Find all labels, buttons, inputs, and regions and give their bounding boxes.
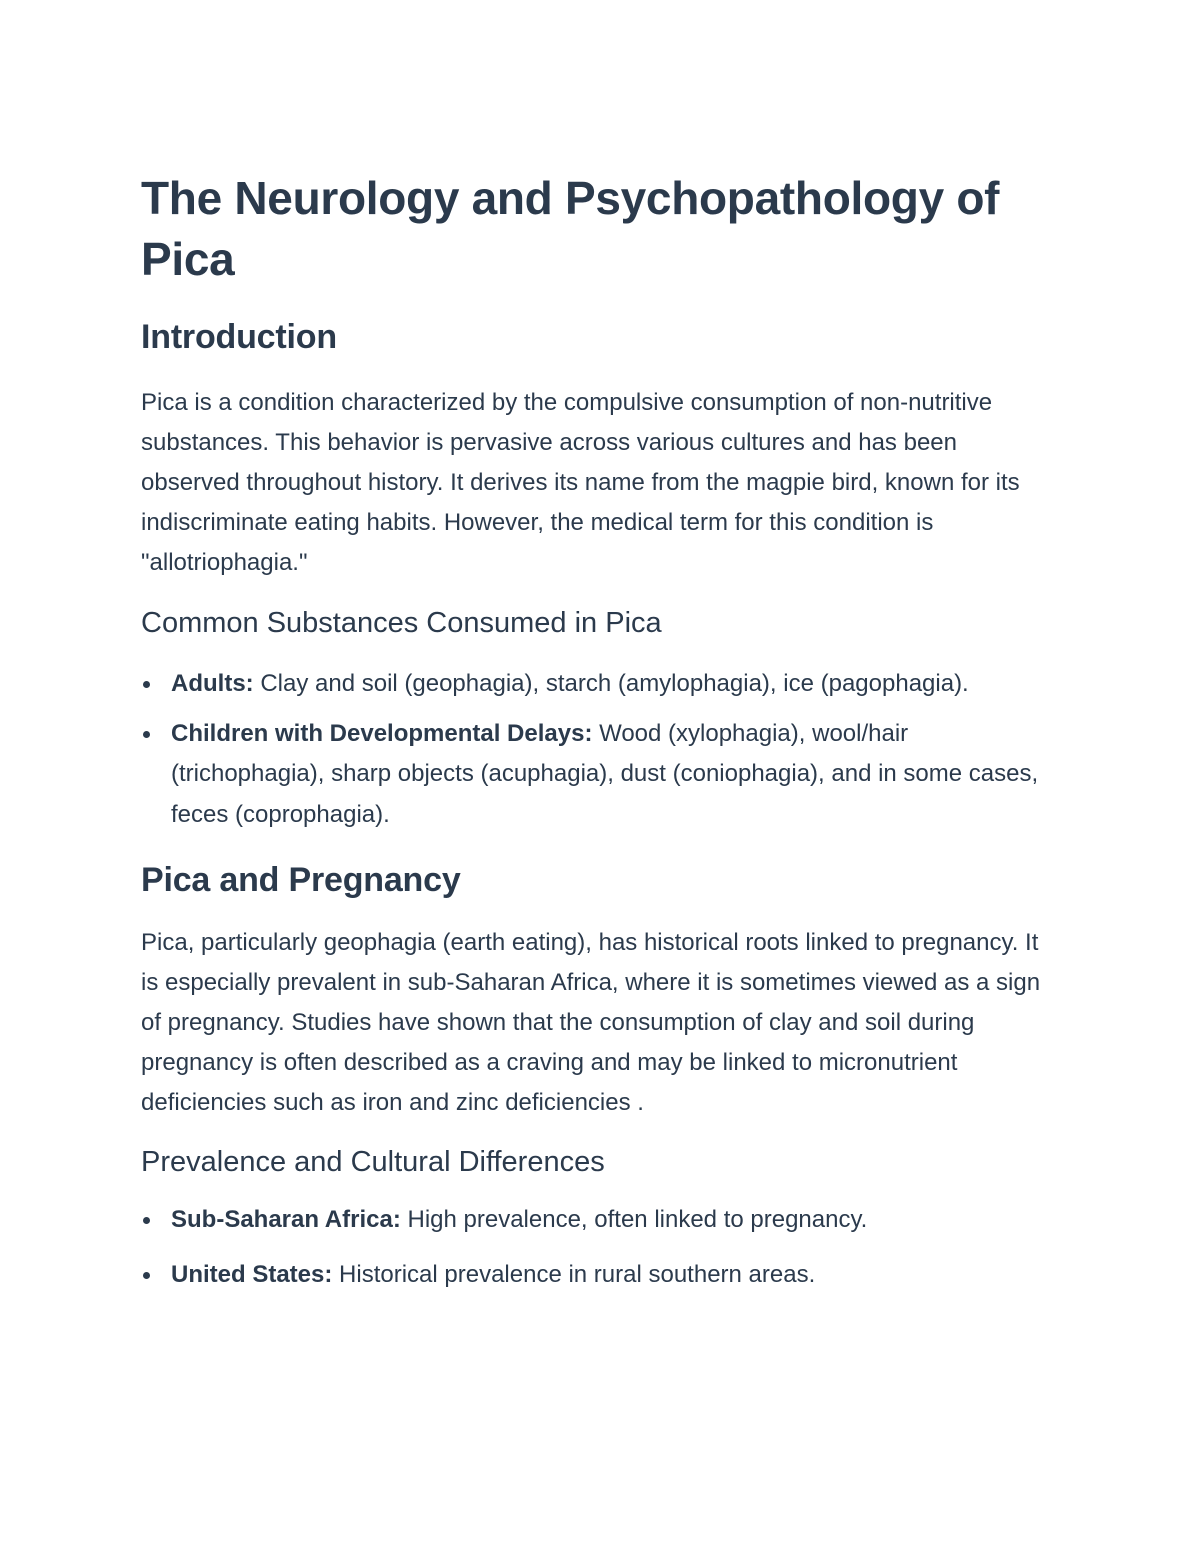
bullet-icon bbox=[143, 681, 150, 688]
prevalence-list bbox=[141, 1200, 1051, 1295]
list-item-text: Historical prevalence in rural southern areas. bbox=[332, 1260, 816, 1288]
introduction-paragraph: Pica is a condition characterized by the compulsive consumption of non-nutritive substances. This behavior is pervasive across various cultures and has been observed throughout history. It derives its name from the magpie bird, known for its indiscriminate eating habits. However, the medical term for this condition is "allotriophagia." bbox=[141, 389, 1020, 576]
list-item-term: Sub-Saharan Africa: bbox=[171, 1206, 401, 1233]
document-page bbox=[141, 168, 1051, 1295]
common-substances-list bbox=[141, 664, 1051, 835]
list-item-term: Adults: bbox=[171, 670, 254, 697]
list-item-term: United States: bbox=[171, 1260, 333, 1288]
document-title: The Neurology and Psychopathology of Pica bbox=[141, 172, 1000, 285]
list-item bbox=[141, 1255, 1051, 1296]
common-substances-heading: Common Substances Consumed in Pica bbox=[141, 607, 662, 639]
introduction-heading: Introduction bbox=[141, 318, 337, 356]
list-item-text: Wood (xylophagia), wool/hair (trichophagia), sharp objects (acuphagia), dust (coniophagia), and in some cases, feces (coprophagia). bbox=[171, 719, 1039, 828]
list-item-term: Children with Developmental Delays: bbox=[171, 719, 593, 747]
list-item-text: High prevalence, often linked to pregnancy. bbox=[400, 1206, 868, 1233]
bullet-icon bbox=[143, 731, 150, 738]
bullet-icon bbox=[143, 1217, 150, 1224]
pregnancy-paragraph: Pica, particularly geophagia (earth eating), has historical roots linked to pregnancy. It is especially prevalent in sub-Saharan Africa, where it is sometimes viewed as a sign of pregnancy. Studies have shown that the consumption of clay and soil during pregnancy is often described as a craving and may be linked to micronutrient deficiencies such as iron and zinc deficiencies . bbox=[141, 929, 1041, 1116]
list-item bbox=[141, 1200, 1051, 1241]
list-item bbox=[141, 664, 1051, 705]
pregnancy-heading: Pica and Pregnancy bbox=[141, 861, 461, 899]
bullet-icon bbox=[143, 1272, 150, 1279]
list-item bbox=[141, 714, 1051, 836]
list-item-text: Clay and soil (geophagia), starch (amylophagia), ice (pagophagia). bbox=[253, 670, 969, 697]
prevalence-heading: Prevalence and Cultural Differences bbox=[141, 1146, 605, 1178]
